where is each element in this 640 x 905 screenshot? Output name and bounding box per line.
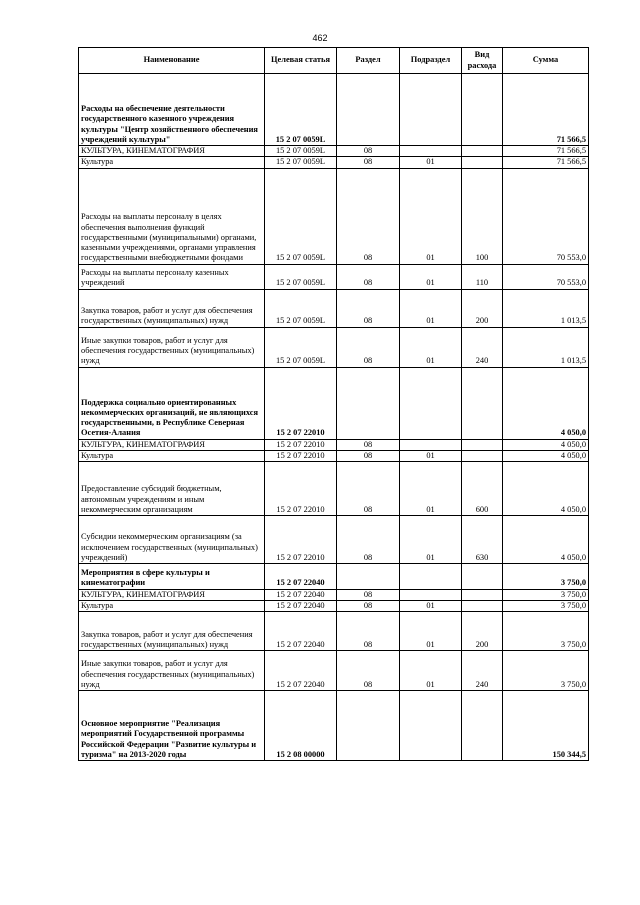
table-body [79,74,589,761]
row-sum: 71 566,5 [503,146,589,157]
row-expense-type: 240 [462,327,503,367]
row-subsection [400,146,462,157]
row-name: КУЛЬТУРА, КИНЕМАТОГРАФИЯ [79,589,265,600]
row-name: Культура [79,600,265,611]
row-expense-type [462,600,503,611]
row-expense-type [462,564,503,590]
row-section: 08 [337,439,400,450]
row-code: 15 2 07 22010 [265,367,337,439]
table-row [79,146,589,157]
row-expense-type: 600 [462,462,503,516]
row-subsection: 01 [400,516,462,564]
row-code: 15 2 07 0059L [265,289,337,327]
header-code: Целевая статья [265,48,337,74]
row-section [337,691,400,761]
row-name: Основное мероприятие "Реализация мероприятий Государственной программы Российской Федерации "Развитие культуры и туризма" на 2013-2020 годы [79,691,265,761]
row-subsection [400,589,462,600]
row-name: Расходы на выплаты персоналу в целях обеспечения выполнения функций государственными (муниципальными) органами, казенными учреждениями, органами управления государственными внебюджетными фондами [79,168,265,264]
row-expense-type [462,74,503,146]
row-section: 08 [337,589,400,600]
row-subsection: 01 [400,450,462,461]
table-row [79,612,589,651]
row-sum: 4 050,0 [503,439,589,450]
row-code: 15 2 07 0059L [265,74,337,146]
row-code: 15 2 07 22010 [265,450,337,461]
row-name: Мероприятия в сфере культуры и кинематографии [79,564,265,590]
row-expense-type: 200 [462,289,503,327]
header-sum: Сумма [503,48,589,74]
row-sum: 150 344,5 [503,691,589,761]
row-code: 15 2 07 0059L [265,146,337,157]
row-code: 15 2 07 0059L [265,168,337,264]
row-code: 15 2 07 22040 [265,589,337,600]
row-name: Предоставление субсидий бюджетным, автономным учреждениям и иным некоммерческим организациям [79,462,265,516]
header-section: Раздел [337,48,400,74]
row-sum: 4 050,0 [503,450,589,461]
row-section: 08 [337,600,400,611]
table-row [79,516,589,564]
row-subsection [400,367,462,439]
row-expense-type [462,367,503,439]
row-section: 08 [337,462,400,516]
row-subsection [400,74,462,146]
table-row [79,450,589,461]
row-sum: 3 750,0 [503,612,589,651]
row-subsection [400,564,462,590]
row-sum: 70 553,0 [503,264,589,289]
row-expense-type: 200 [462,612,503,651]
row-expense-type: 110 [462,264,503,289]
header-name: Наименование [79,48,265,74]
table-row [79,327,589,367]
row-name: Субсидии некоммерческим организациям (за исключением государственных (муниципальных) учреждений) [79,516,265,564]
row-code: 15 2 07 0059L [265,327,337,367]
row-sum: 4 050,0 [503,367,589,439]
row-code: 15 2 07 0059L [265,157,337,168]
row-expense-type: 240 [462,651,503,691]
row-subsection: 01 [400,264,462,289]
table-row [79,439,589,450]
table-row [79,600,589,611]
row-expense-type [462,450,503,461]
row-name: Поддержка социально ориентированных некоммерческих организаций, не являющихся государственными, в Республике Северная Осетия-Алания [79,367,265,439]
row-sum: 1 013,5 [503,327,589,367]
row-name: Расходы на обеспечение деятельности государственного казенного учреждения культуры "Центр хозяйственного обеспечения учреждений культуры" [79,74,265,146]
table-row [79,564,589,590]
row-subsection: 01 [400,289,462,327]
row-section: 08 [337,612,400,651]
row-expense-type [462,146,503,157]
row-code: 15 2 07 22010 [265,462,337,516]
row-code: 15 2 07 22040 [265,600,337,611]
header-subsection: Подраздел [400,48,462,74]
row-subsection: 01 [400,651,462,691]
row-name: Закупка товаров, работ и услуг для обеспечения государственных (муниципальных) нужд [79,289,265,327]
row-code: 15 2 08 00000 [265,691,337,761]
row-expense-type: 100 [462,168,503,264]
row-section [337,564,400,590]
row-code: 15 2 07 22010 [265,516,337,564]
row-name: Культура [79,157,265,168]
row-sum: 71 566,5 [503,74,589,146]
row-sum: 4 050,0 [503,516,589,564]
row-name: КУЛЬТУРА, КИНЕМАТОГРАФИЯ [79,146,265,157]
row-subsection: 01 [400,157,462,168]
row-expense-type [462,589,503,600]
row-expense-type [462,439,503,450]
row-name: Культура [79,450,265,461]
row-sum: 71 566,5 [503,157,589,168]
table-row [79,289,589,327]
row-sum: 1 013,5 [503,289,589,327]
table-row [79,157,589,168]
row-section: 08 [337,289,400,327]
table-row [79,264,589,289]
row-subsection: 01 [400,462,462,516]
row-subsection: 01 [400,600,462,611]
row-code: 15 2 07 22040 [265,564,337,590]
row-section: 08 [337,264,400,289]
row-name: КУЛЬТУРА, КИНЕМАТОГРАФИЯ [79,439,265,450]
table-row [79,589,589,600]
page-number: 462 [312,33,328,43]
row-section: 08 [337,146,400,157]
row-section [337,74,400,146]
row-name: Иные закупки товаров, работ и услуг для обеспечения государственных (муниципальных) нужд [79,651,265,691]
row-section: 08 [337,651,400,691]
row-code: 15 2 07 22040 [265,651,337,691]
row-code: 15 2 07 22010 [265,439,337,450]
budget-table [78,47,589,761]
row-subsection [400,691,462,761]
row-section: 08 [337,516,400,564]
row-code: 15 2 07 0059L [265,264,337,289]
row-section [337,367,400,439]
row-name: Расходы на выплаты персоналу казенных учреждений [79,264,265,289]
row-code: 15 2 07 22040 [265,612,337,651]
row-sum: 3 750,0 [503,651,589,691]
row-name: Закупка товаров, работ и услуг для обеспечения государственных (муниципальных) нужд [79,612,265,651]
row-name: Иные закупки товаров, работ и услуг для обеспечения государственных (муниципальных) нужд [79,327,265,367]
row-section: 08 [337,168,400,264]
row-subsection: 01 [400,327,462,367]
row-section: 08 [337,327,400,367]
header-row [79,48,589,74]
table-row [79,367,589,439]
row-section: 08 [337,450,400,461]
row-sum: 70 553,0 [503,168,589,264]
row-subsection: 01 [400,168,462,264]
table-row [79,74,589,146]
table-row [79,462,589,516]
row-sum: 3 750,0 [503,589,589,600]
row-expense-type [462,157,503,168]
row-expense-type: 630 [462,516,503,564]
table-row [79,691,589,761]
table-row [79,651,589,691]
row-section: 08 [337,157,400,168]
row-subsection [400,439,462,450]
row-subsection: 01 [400,612,462,651]
row-sum: 3 750,0 [503,600,589,611]
header-expense-type: Вид расхода [462,48,503,74]
row-sum: 4 050,0 [503,462,589,516]
row-sum: 3 750,0 [503,564,589,590]
table-row [79,168,589,264]
row-expense-type [462,691,503,761]
